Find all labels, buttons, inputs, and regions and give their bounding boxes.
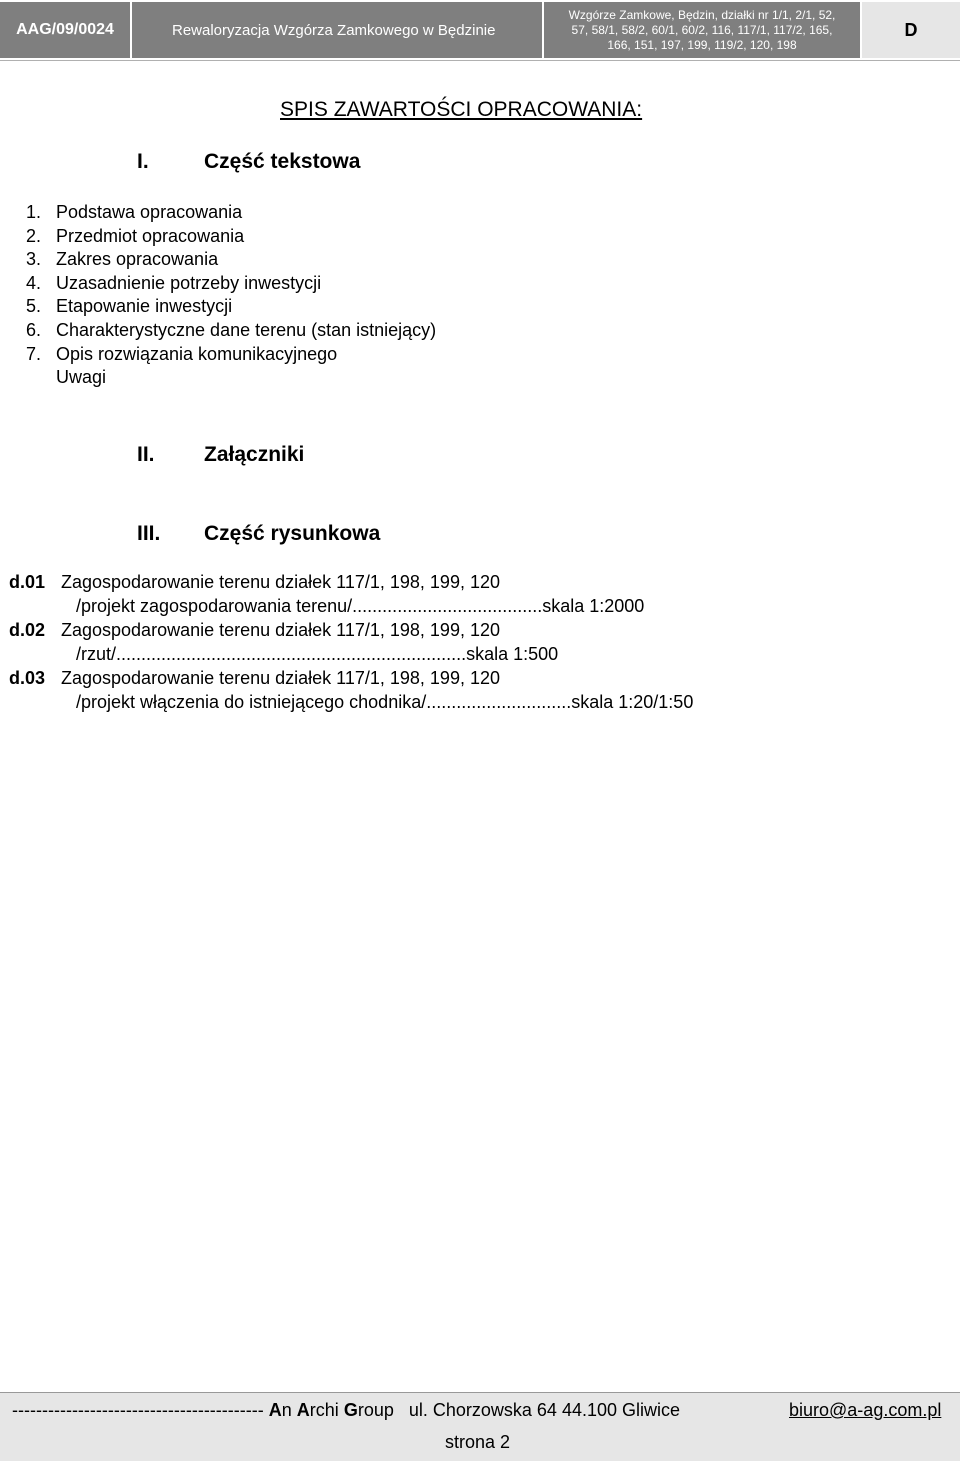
footer-company-line [12,1400,680,1421]
drawing-title: Zagospodarowanie terenu działek 117/1, 198, 199, 120 [61,572,500,592]
location-line: 166, 151, 197, 199, 119/2, 120, 198 [607,37,797,52]
drawing-code: d.03 [9,668,46,688]
page-number: strona 2 [445,1432,511,1452]
item-label: Uzasadnienie potrzeby inwestycji [56,272,322,293]
item-number: 3. [26,249,42,270]
page-footer [0,1392,960,1461]
section-title: Część tekstowa [204,150,361,173]
company-address: ul. Chorzowska 64 44.100 Gliwice [408,1400,681,1420]
item-number: 6. [26,319,42,340]
project-title: Rewaloryzacja Wzgórza Zamkowego w Będzinie [132,2,542,58]
section-title: Część rysunkowa [204,522,381,545]
section-number: III. [137,522,161,545]
item-label: Opis rozwiązania komunikacyjnego [56,343,338,364]
drawing-description: /projekt zagospodarowania terenu/......................................skala 1:2000 [76,596,645,616]
list-item [26,343,436,367]
company-initial: A [296,1400,310,1420]
list-item [26,248,436,272]
company-email-link[interactable]: biuro@a-ag.com.pl [789,1400,942,1420]
document-title: SPIS ZAWARTOŚCI OPRACOWANIA: [280,98,643,121]
list-item [26,366,436,390]
drawing-entry [9,570,693,594]
drawing-title: Zagospodarowanie terenu działek 117/1, 198, 199, 120 [61,620,500,640]
list-item [26,295,436,319]
item-number: 5. [26,296,42,317]
item-label: Zakres opracowania [56,249,219,270]
company-part: roup [357,1400,394,1420]
list-item [26,201,436,225]
location-line: Wzgórze Zamkowe, Będzin, działki nr 1/1, 2/1, 52, [568,7,836,22]
drawing-description: /projekt włączenia do istniejącego chodnika/.............................skala 1:20/1:50 [76,692,694,712]
list-item [26,319,436,343]
project-code: AAG/09/0024 [0,2,130,58]
drawing-code: d.01 [9,572,46,592]
item-number: 2. [26,225,42,246]
drawing-description: /rzut/......................................................................skala 1:500 [76,644,559,664]
drawing-entry [9,618,693,642]
project-location [544,2,860,58]
list-item [26,272,436,296]
item-label: Charakterystyczne dane terenu (stan istniejący) [56,319,437,340]
section-number: I. [137,150,149,173]
drawing-entry [9,666,693,690]
item-number: 1. [26,202,42,222]
section-title: Załączniki [204,443,305,466]
header-divider [0,60,960,61]
item-label: Przedmiot opracowania [56,225,245,246]
item-label: Podstawa opracowania [56,202,243,222]
company-part: rchi [309,1400,344,1420]
drawing-code: d.02 [9,620,46,640]
drawings-list [9,570,693,714]
company-part: n [281,1400,297,1420]
item-number: 7. [26,343,42,364]
item-label: Etapowanie inwestycji [56,296,233,317]
drawing-title: Zagospodarowanie terenu działek 117/1, 198, 199, 120 [61,668,500,688]
item-number: 4. [26,272,42,293]
footer-dashes: ------------------------------------------ [12,1400,264,1420]
item-label: Uwagi [56,367,107,388]
location-line: 57, 58/1, 58/2, 60/1, 60/2, 116, 117/1, 117/2, 165, [571,22,833,37]
company-initial: G [343,1400,358,1420]
list-item [26,225,436,249]
section-number: II. [137,443,155,466]
text-items-list [26,201,436,390]
company-initial: A [268,1400,282,1420]
page-header [0,0,960,60]
phase-letter: D [862,2,960,58]
